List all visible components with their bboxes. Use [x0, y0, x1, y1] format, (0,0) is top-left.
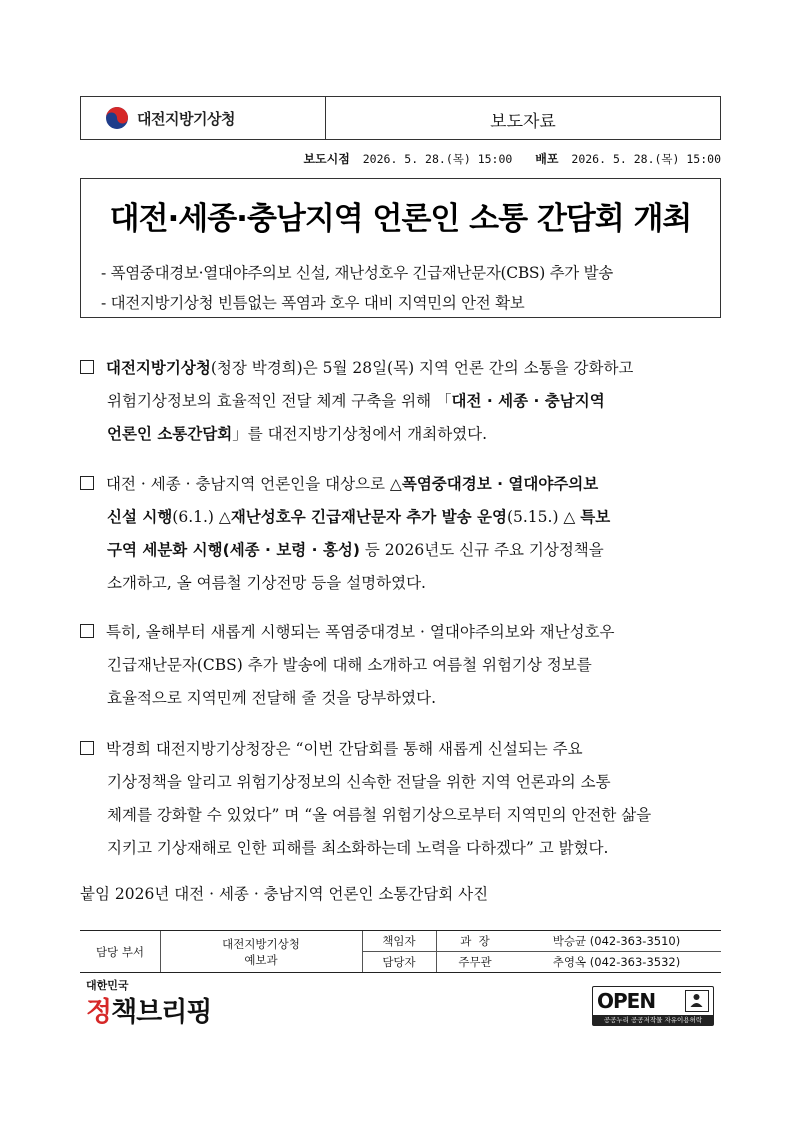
paragraph-4	[80, 733, 724, 865]
distribution-value: 2026. 5. 28.(목) 15:00	[571, 152, 721, 166]
text: 긴급재난문자(CBS) 추가 발송에 대해 소개하고 여름철 위험기상 정보를	[107, 656, 592, 674]
text: 등 2026년도 신규 주요 기상정책을	[359, 541, 604, 559]
logo-big-text-accent: 정	[86, 997, 112, 1028]
paragraph-2	[80, 468, 724, 600]
text: 소개하고, 올 여름철 기상전망 등을 설명하였다.	[107, 574, 426, 592]
text: 대전 · 세종 · 충남지역 언론인을 대상으로 △	[106, 475, 402, 493]
logo-big-text-rest: 책브리핑	[111, 997, 212, 1028]
open-license-strip: 공공누리 공공저작물 자유이용허락	[593, 1015, 713, 1025]
attachment-note: 붙임 2026년 대전 · 세종 · 충남지역 언론인 소통간담회 사진	[80, 885, 489, 903]
subtitle-1: - 폭염중대경보·열대야주의보 신설, 재난성호우 긴급재난문자(CBS) 추가 발송	[101, 264, 613, 282]
doc-type-title: 보도자료	[490, 112, 556, 132]
row2-title: 주무관	[458, 955, 492, 969]
bold-text: 재난성호우 긴급재난문자 추가 발송 운영	[230, 508, 507, 526]
policy-briefing-logo	[86, 977, 216, 1027]
org-logo-cell	[81, 97, 326, 139]
dept-label: 담당 부서	[95, 944, 145, 959]
dept-name-line-2: 예보과	[244, 952, 278, 967]
text: (5.15.) △	[506, 508, 581, 526]
org-name: 대전지방기상청	[137, 110, 235, 128]
text: (6.1.) △	[172, 508, 231, 526]
checkbox-bullet-icon	[80, 360, 94, 374]
person-icon	[685, 990, 709, 1012]
logo-big-text	[86, 990, 211, 1029]
subtitle-2: - 대전지방기상청 빈틈없는 폭염과 호우 대비 지역민의 안전 확보	[101, 294, 525, 312]
contact-table	[80, 930, 721, 973]
taegeuk-logo-icon	[105, 106, 129, 130]
distribution-label: 배포	[535, 152, 559, 166]
row2-role: 담당자	[382, 955, 416, 969]
checkbox-bullet-icon	[80, 741, 94, 755]
logo-small-text: 대한민국	[86, 979, 129, 992]
title-box	[80, 178, 721, 318]
bold-text: 대전지방기상청	[106, 359, 211, 377]
bold-text: 구역 세분화 시행(세종 · 보령 · 홍성)	[107, 541, 360, 559]
row1-name: 박승균 (042-363-3510)	[552, 934, 681, 948]
main-title: 대전·세종·충남지역 언론인 소통 간담회 개최	[109, 201, 692, 237]
row2-name: 추영옥 (042-363-3532)	[552, 955, 681, 969]
bold-text: 신설 시행	[107, 508, 173, 526]
bold-text: 특보	[580, 508, 611, 526]
bold-text: 대전 · 세종 · 충남지역	[451, 392, 605, 410]
row1-title: 과 장	[460, 934, 490, 948]
paragraph-3	[80, 616, 724, 715]
header-box	[80, 96, 721, 140]
text: 」를 대전지방기상청에서 개최하였다.	[232, 425, 488, 443]
text: 효율적으로 지역민께 전달해 줄 것을 당부하였다.	[107, 689, 437, 707]
release-dates	[80, 150, 721, 167]
embargo-label: 보도시점	[303, 152, 350, 166]
text: (청장 박경희)은 5월 28일(목) 지역 언론 간의 소통을 강화하고	[210, 359, 634, 377]
text: 특히, 올해부터 새롭게 시행되는 폭염중대경보 · 열대야주의보와 재난성호우	[106, 623, 615, 641]
checkbox-bullet-icon	[80, 476, 94, 490]
text: 위험기상정보의 효율적인 전달 체계 구축을 위해 「	[107, 392, 452, 410]
embargo-value: 2026. 5. 28.(목) 15:00	[362, 152, 513, 166]
bold-text: 폭염중대경보 · 열대야주의보	[401, 475, 599, 493]
open-license-logo	[592, 986, 714, 1026]
dept-name	[160, 931, 362, 972]
bold-text: 언론인 소통간담회	[107, 425, 233, 443]
text: 체계를 강화할 수 있었다” 며 “올 여름철 위험기상으로부터 지역민의 안전한 삶을	[107, 806, 652, 824]
checkbox-bullet-icon	[80, 624, 94, 638]
text: 박경희 대전지방기상청장은 “이번 간담회를 통해 새롭게 신설되는 주요	[106, 740, 583, 758]
row1-role: 책임자	[382, 934, 416, 948]
text: 기상정책을 알리고 위험기상정보의 신속한 전달을 위한 지역 언론과의 소통	[107, 773, 611, 791]
text: 지키고 기상재해로 인한 피해를 최소화하는데 노력을 다하겠다” 고 밝혔다.	[107, 839, 609, 857]
dept-name-line-1: 대전지방기상청	[222, 936, 300, 951]
paragraph-1	[80, 352, 724, 451]
open-text: OPEN	[597, 989, 656, 1013]
